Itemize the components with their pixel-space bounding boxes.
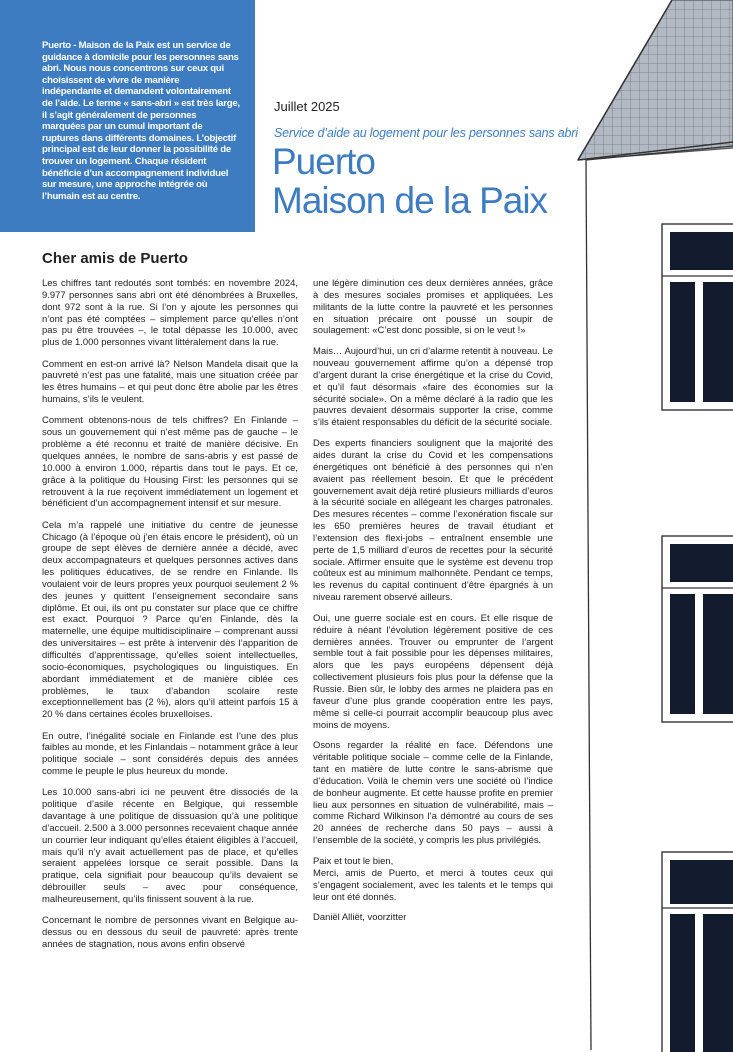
window-top	[662, 224, 733, 410]
paragraph: Mais… Aujourd’hui, un cri d’alarme retentit à nouveau. Le nouveau gouvernement affirme qu’on a dépensé trop d’argent durant la crise énergétique et la crise du Covid, et qu’il faut désormais «faire des économies sur la sécurité sociale». On a même déclaré à la radio que les pauvres devaient désormais supporter la crise, comme s’ils étaient responsables du déficit de la sécurité sociale.	[313, 346, 553, 429]
closing-line: Paix et tout le bien,	[313, 855, 394, 867]
closing-text: Merci, amis de Puerto, et merci à toutes ceux qui s’engagent socialement, avec les talents et le temps qui leur ont été donnés.	[313, 867, 553, 903]
paragraph: Les chiffres tant redoutés sont tombés: en novembre 2024, 9.977 personnes sans abri ont été dénombrées à Bruxelles, dont 972 sont à la rue. Si l’on y ajoute les personnes qui n’ont pas été comptées – simplement parce qu’elles n’ont pas pu être trouvées –, le total dépasse les 10.000, avec plus de 1.000 personnes vivant littéralement dans la rue.	[42, 278, 298, 349]
intro-text: Puerto - Maison de la Paix est un service de guidance à domicile pour les personnes sans abri. Nous nous concentrons sur ceux qui choisissent de vivre de manière indépendante et demandent volontairement de l’aide. Le terme « sans-abri » est très large, il s’agit généralement de personnes marquées par un cumul important de ruptures dans différents domaines. L’objectif principal est de leur donner la possibilité de trouver un logement. Chaque résident bénéficie d’un accompagnement individuel sur mesure, une approche intégrée où l’humain est au centre.	[42, 40, 240, 202]
paragraph: une légère diminution ces deux dernières années, grâce à des mesures sociales promises et appliquées. Les militants de la lutte contre la pauvreté et les personnes en situation précaire ont poussé un soupir de soulagement: «C’est donc possible, si on le veut !»	[313, 278, 553, 337]
article-column-left	[42, 278, 298, 960]
paragraph: Cela m’a rappelé une initiative du centre de jeunesse Chicago (à l’époque où j’en étais encore le président), où un groupe de sept élèves de dernière année a décidé, avec deux accompagnateurs et quelques personnes actives dans les politiques éducatives, de se rendre en Finlande. Ils voulaient voir de leurs propres yeux pourquoi seulement 2 % des jeunes y quittent l’enseignement secondaire sans diplôme. Et oui, ils ont pu constater sur place que ce chiffre est exact. Pourquoi ? Parce qu’en Finlande, dès la maternelle, une équipe multidisciplinaire – comprenant aussi des universitaires – est prête à intervenir dès l’apparition de difficultés d’apprentissage, qu’elles soient intellectuelles, socio-économiques, psychologiques ou linguistiques. En abordant immédiatement et de manière ciblée ces problèmes, le taux d’abandon scolaire reste exceptionnellement bas (2 %), alors qu’il atteint parfois 15 à 20 % dans certaines écoles bruxelloises.	[42, 519, 298, 721]
paragraph: Oui, une guerre sociale est en cours. Et elle risque de réduire à néant l’évolution légèrement positive de ces dernières années. Trouver ou emprunter de l’argent semble tout à fait possible pour les dépenses militaires, alors que les pays européens dépensent déjà collectivement plusieurs fois plus pour la défense que la Russie. Bien sûr, le lobby des armes ne plaidera pas en faveur d’une plus grande coopération entre les pays, même si celle-ci pourrait accomplir beaucoup plus avec moins de moyens.	[313, 612, 553, 731]
paragraph: Concernant le nombre de personnes vivant en Belgique au-dessus ou en dessous du seuil de pauvreté: après trente années de stagnation, nous avons enfin observé	[42, 915, 298, 951]
window-bottom	[662, 852, 733, 1052]
signature: Daniël Alliët, voorzitter	[313, 912, 407, 924]
intro-box	[0, 0, 255, 232]
paragraph: Des experts financiers soulignent que la majorité des aides durant la crise du Covid et les compensations énergétiques ont bénéficié à des personnes qui n’en avaient pas réellement besoin. Et que le précédent gouvernement avait déjà retiré plusieurs milliards d’euros à la sécurité sociale en allégeant les charges patronales. Des mesures récentes – comme l’exonération fiscale sur les 650 premières heures de travail étudiant et l’extension des flexi-jobs – entraînent ensemble une perte de 1,5 milliard d’euros de recettes pour la sécurité sociale. Affirmer ensuite que le système est devenu trop coûteux est au minimum malhonnête. Pendant ce temps, les revenus du capital continuent d’être épargnés à un niveau rarement observé ailleurs.	[313, 438, 553, 604]
paragraph: Comment obtenons-nous de tels chiffres? En Finlande – sous un gouvernement qui n’est même pas de gauche – le problème a été reconnu et traité de manière décisive. En quelques années, le nombre de sans-abris y est passé de 10.000 à environ 1.000, répartis dans tout le pays. Et ce, grâce à la politique du Housing First: les personnes qui se retrouvent à la rue reçoivent immédiatement un logement et bénéficient d’un accompagnement intensif et sur mesure.	[42, 415, 298, 510]
paragraph: Osons regarder la réalité en face. Défendons une véritable politique sociale – comme celle de la Finlande, tant en matière de lutte contre le sans-abrisme que d’éducation. Voilà le chemin vers une société où l’indice de bonheur augmente. Et cette hausse profite en premier lieu aux personnes en situation de vulnérabilité, mais – comme Richard Wilkinson l’a démontré au cours de ses 20 années de recherche dans 50 pays – aussi à l’ensemble de la société, y compris les plus privilégiés.	[313, 740, 553, 847]
paragraph: Les 10.000 sans-abri ici ne peuvent être dissociés de la politique d’asile récente en Belgique, qui ressemble davantage à une politique de dissuasion qu’à une politique d’accueil. 2.500 à 3.000 personnes recevaient chaque année un courrier leur indiquant qu’elles étaient éligibles à l’accueil, mais qu’il n’y avait actuellement pas de place, et qu’elles seraient appelées lorsque ce serait possible. Dans la pratique, cela signifiait pour beaucoup qu’ils devaient se débrouiller seuls – avec pour conséquence, malheureusement, qu’ils finissent souvent à la rue.	[42, 787, 298, 905]
page-subtitle: Service d’aide au logement pour les personnes sans abri	[274, 126, 578, 140]
paragraph: En outre, l’inégalité sociale en Finlande est l’une des plus faibles au monde, et les Finlandais – notamment grâce à leur politique sociale – sont considérés depuis des années comme le peuple le plus heureux du monde.	[42, 730, 298, 778]
article-column-right	[313, 278, 553, 933]
house-roof	[578, 0, 733, 160]
title-line-2: Maison de la Paix	[272, 180, 548, 221]
page-title	[272, 142, 547, 220]
issue-date: Juillet 2025	[274, 99, 340, 114]
letter-greeting: Cher amis de Puerto	[42, 250, 188, 267]
title-line-1: Puerto	[272, 141, 376, 182]
paragraph: Comment en est-on arrivé là? Nelson Mandela disait que la pauvreté n’est pas une fatalité, mais une situation créée par les êtres humains – et qui peut donc être abolie par les êtres humains, s’ils le veulent.	[42, 358, 298, 406]
window-middle	[662, 536, 733, 722]
